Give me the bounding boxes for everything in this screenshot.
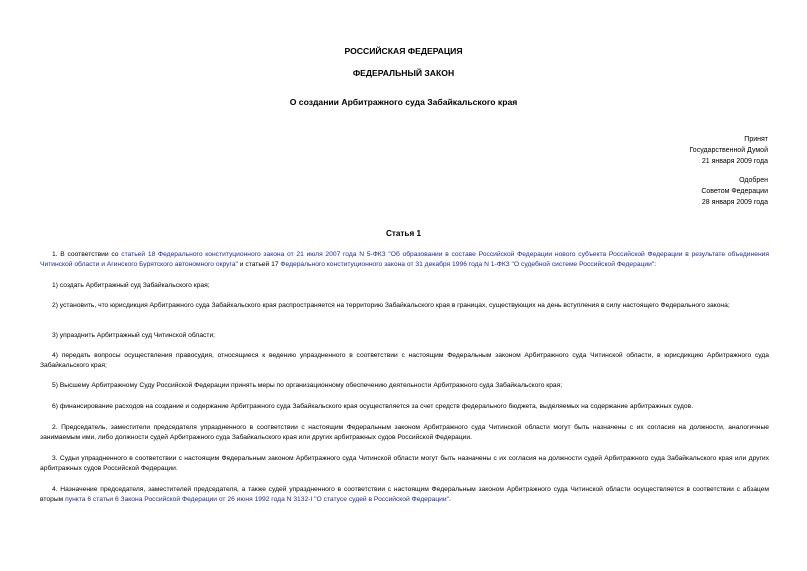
article-heading: Статья 1 <box>385 229 422 238</box>
law-link[interactable]: Федерального конституционного закона от 31 декабря 1996 года N 1-ФКЗ "О судебной системе Российской Федерации" <box>280 260 655 268</box>
list-item-text: 4) передать вопросы осуществления правосудия, относящиеся к ведению упраздненного в соответствии с настоящим Федеральным законом Арбитражного суда Читинской области, в юрисдикцию Арбитражного суда Забайкальского края; <box>40 352 769 369</box>
list-item <box>40 381 769 391</box>
adoption-duma <box>689 135 768 167</box>
paragraph-3 <box>40 454 769 474</box>
list-item-text: 5) Высшему Арбитражному Суду Российской Федерации принять меры по организационному обеспечению деятельности Арбитражного суда Забайкальского края; <box>52 382 563 389</box>
country-heading: РОССИЙСКАЯ ФЕДЕРАЦИЯ <box>344 46 463 56</box>
list-item-text: 3) упразднить Арбитражный суд Читинской области; <box>52 332 216 339</box>
adoption-council-date: 28 января 2009 года <box>701 198 768 206</box>
list-item-text: 6) финансирование расходов на создание и содержание Арбитражного суда Забайкальского края осуществляется за счет средств федерального бюджета, выделяемых на содержание арбитражных судов. <box>52 403 694 410</box>
paragraph-2-text: 2. Председатель, заместители председателя упраздненного в соответствии с настоящим Федеральным законом Арбитражного суда Читинской области могут быть назначены с их согласия на должности, аналогичные занимаемым ими, либо должности судей Арбитражного суда Забайкальского края или других арбитражных судов Российской Федерации. <box>40 424 769 441</box>
list-item <box>40 351 769 371</box>
law-type-heading: ФЕДЕРАЛЬНЫЙ ЗАКОН <box>352 68 455 78</box>
paragraph-2 <box>40 423 769 443</box>
paragraph-4: 4. Назначение председателя, заместителей председателя, а также судей упраздненного в соответствии с настоящим Федеральным законом Арбитражного суда Читинской области осуществляется в соответствии с абзацем вторым пункта 6 статьи 6 Закона Российской Федерации от 26 июня 1992 года N 3132-I "О статусе судей в Российской Федерации". <box>40 486 769 503</box>
adoption-council-line: Советом Федерации <box>701 187 768 195</box>
adoption-duma-line: Государственной Думой <box>689 146 768 154</box>
paragraph-3-text: 3. Судьи упраздненного в соответствии с настоящим Федеральным законом Арбитражного суда Читинской области могут быть назначены с их согласия на должности судей Арбитражного суда Забайкальского края или других арбитражных судов Российской Федерации. <box>40 455 769 472</box>
paragraph-4-text: 4. Назначение председателя, заместителей председателя, а также судей упраздненного в соответствии с настоящим Федеральным законом Арбитражного суда Читинской области осуществляется в соответствии с абзацем вторым <box>40 486 769 503</box>
list-item <box>40 331 769 341</box>
paragraph-1-text: 1. В соответствии со <box>52 251 122 258</box>
adoption-council-line: Одобрен <box>739 177 768 184</box>
paragraph-1-text: и статьей 17 <box>237 260 281 268</box>
list-item <box>40 301 769 311</box>
adoption-council <box>701 176 768 208</box>
law-link[interactable]: статьей 18 Федерального конституционного закона от 21 июля 2007 года N 5-ФКЗ "Об образовании в составе Российской Федерации нового субъекта Российской Федерации в результате объединения Читинской области и Агинского Бурятского автономного округа" <box>40 251 770 268</box>
adoption-duma-line: Принят <box>744 136 768 143</box>
list-item-text: 1) создать Арбитражный суд Забайкальского края; <box>52 282 210 289</box>
list-item-text: 2) установить, что юрисдикция Арбитражного суда Забайкальского края распространяется на территорию Забайкальского края в границах, существующих на день вступления в силу настоящего Федерального закона; <box>52 302 730 309</box>
list-item <box>40 402 769 412</box>
law-title: О создании Арбитражного суда Забайкальского края <box>289 97 518 107</box>
adoption-duma-date: 21 января 2009 года <box>701 157 768 165</box>
list-item <box>40 281 769 291</box>
paragraph-1: 1. В соответствии со статьей 18 Федерального конституционного закона от 21 июля 2007 года N 5-ФКЗ "Об образовании в составе Российской Федерации нового субъекта Российской Федерации в результате объединения Читинской области и Агинского Бурятского автономного округа" и статьей 17 Федерального конституционного закона от 31 декабря 1996 года N 1-ФКЗ "О судебной системе Российской Федерации": <box>40 251 770 268</box>
law-link[interactable]: пункта 6 статьи 6 Закона Российской Федерации от 26 июня 1992 года N 3132-I "О статусе судей в Российской Федерации" <box>65 495 450 503</box>
